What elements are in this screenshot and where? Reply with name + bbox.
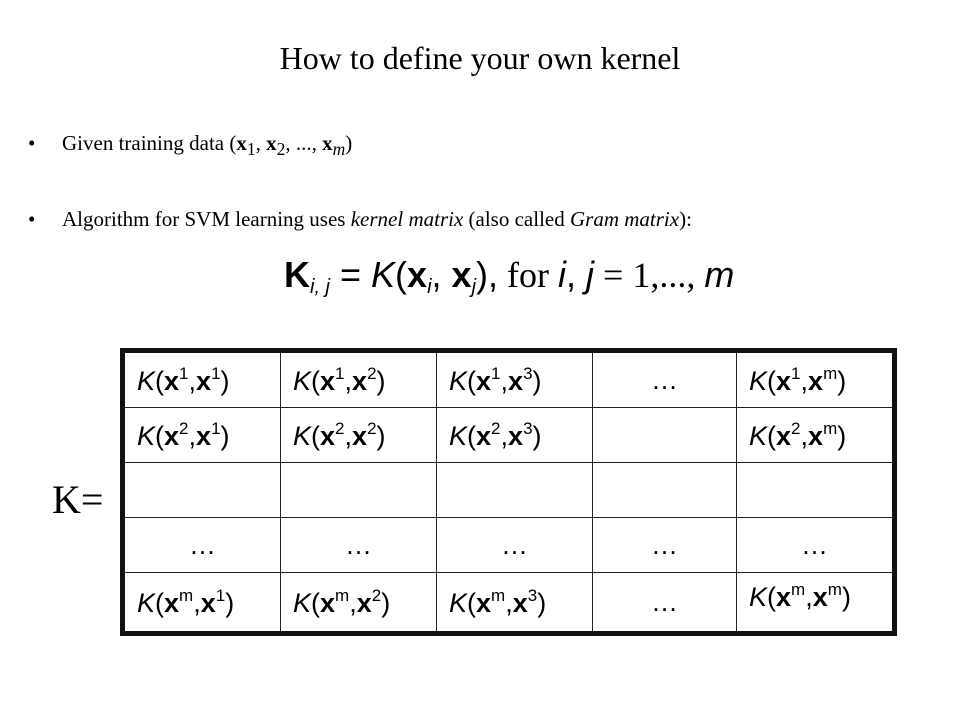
matrix-cell: $K(x^1,x^m)$ [737,351,895,408]
matrix-label: K= [52,477,104,522]
matrix-cell: $K(x^m,x^1)$ [123,573,281,634]
matrix-cell [123,463,281,518]
matrix-cell: $K(x^m,x^3)$ [437,573,593,634]
slide-title: How to define your own kernel [279,40,681,76]
matrix-cell: $K(x^2,x^2)$ [281,408,437,463]
matrix-cell: $K(x^m,x^2)$ [281,573,437,634]
matrix-cell: … [281,518,437,573]
matrix-cell: … [437,518,593,573]
matrix-row [123,463,895,518]
bullet-text: Given training data ($x_1$, $x_2$, ..., $x_m$) [62,131,353,160]
matrix-cell: $K(x^1,x^2)$ [281,351,437,408]
matrix-cell [593,463,737,518]
matrix-cell [737,463,895,518]
matrix-cell: … [593,351,737,408]
matrix-cell: … [593,518,737,573]
matrix-cell: … [593,573,737,634]
matrix-cell: $K(x^2,x^m)$ [737,408,895,463]
kernel-matrix-table [120,348,897,636]
matrix-row [123,408,895,463]
bullet-text: Algorithm for SVM learning uses kernel matrix (also called Gram matrix): [62,207,692,231]
matrix-cell: $K(x^2,x^1)$ [123,408,281,463]
bullet-marker: • [28,131,36,155]
kernel-formula: $K_{i, j} = K(x_i$, $x_j$), for i, j = 1,..., m [284,254,735,298]
matrix-cell: $K(x^1,x^3)$ [437,351,593,408]
matrix-row [123,518,895,573]
matrix-row [123,351,895,408]
matrix-cell: $K(x^1,x^1)$ [123,351,281,408]
bullet-marker: • [28,207,36,231]
matrix-cell [281,463,437,518]
matrix-cell: … [737,518,895,573]
matrix-cell: $K(x^m,x^m)$ [737,573,895,634]
matrix-row [123,573,895,634]
matrix-cell [437,463,593,518]
matrix-cell [593,408,737,463]
matrix-cell: … [123,518,281,573]
matrix-cell: $K(x^2,x^3)$ [437,408,593,463]
